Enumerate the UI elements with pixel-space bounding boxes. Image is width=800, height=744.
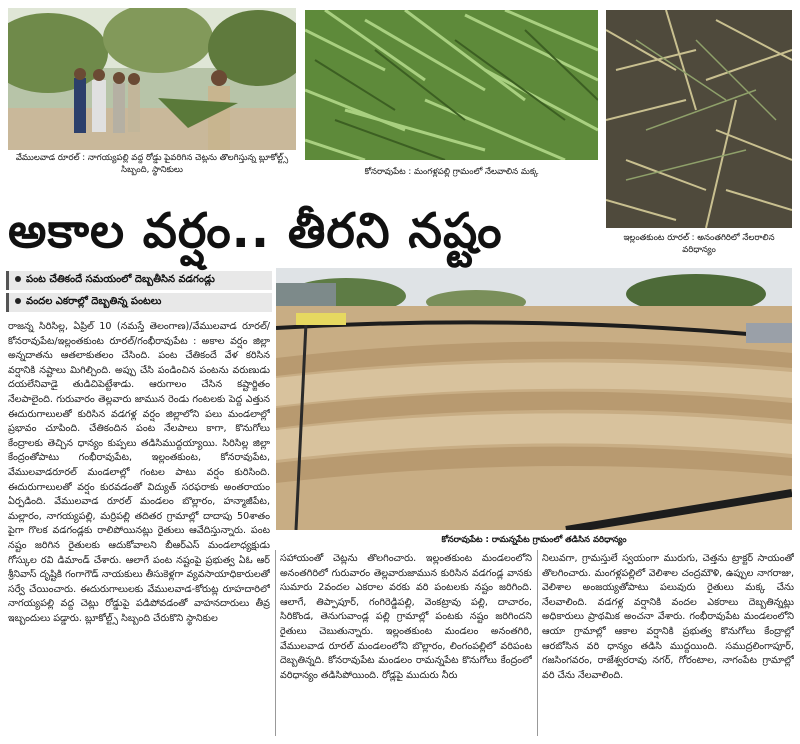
column-divider: [537, 550, 538, 736]
photo-fallen-paddy: [606, 10, 792, 228]
caption-main-photo: కోనరావుపేట : రామన్నపేట గ్రామంలో తడిసిన వరిధాన్యం: [441, 535, 627, 545]
highlight-bullet: [6, 293, 272, 312]
highlight-bullet-text: పంట చేతికందే సమయంలో దెబ్బతీసిన వడగండ్లు: [26, 274, 215, 285]
highlight-bullet-text: వందల ఎకరాల్లో దెబ్బతిన్న పంటలు: [26, 296, 162, 307]
article-column-2: [280, 552, 532, 736]
caption-top-left: వేములవాడ రూరల్‌ : నాగయ్యపల్లి వద్ద రోడ్డు పైవరిగిన చెట్లను తొలగిస్తున్న బ్లూకోల్ట్స్‌ సిబ్బంది, స్థానికులు: [15, 153, 289, 175]
bullet-dot-icon: [15, 276, 21, 282]
photo-wet-paddy-heaps: [276, 268, 792, 530]
photo-flattened-maize: [305, 10, 598, 160]
highlight-bullet: [6, 271, 272, 290]
article-column-1: [8, 320, 270, 736]
headline: అకాల వర్షం.. తీరని నష్టం: [8, 203, 503, 259]
article-column-3: [542, 552, 794, 736]
caption-top-right: ఇల్లంతకుంట రూరల్‌ : అనంతగిరిలో నేలరాలిన వరిధాన్యం: [623, 233, 775, 255]
caption-top-middle: కోనరావుపేట : మంగళ్లపల్లి గ్రామంలో నేలవాలిన మక్క: [364, 167, 539, 177]
article-text: సహాయంతో చెట్లను తొలగించారు. ఇల్లంతకుంట మండలంలోని అనంతగిరిలో గురువారం తెల్లవారుజామున కురిసిన వడగండ్ల వానకు సుమారు 2వందల ఎకరాల వరకు వరి పంటలకు నష్టం జరిగింది. ఆలాగే, తిప్పాపూర్‌, గంగిరెడ్డిపల్లి, వెంకట్రావు పల్లి, దాచారం, సిరికొండ, తెనుగువాండ్ల పల్లి గ్రామాల్లో పంటకు నష్టం జరిగిందని రైతులు చెబుతున్నారు. ఇల్లంతకుంట మండలం అనంతగిరి, వేములవాడ రూరల్‌ మండలంలోని బొల్లారం, లింగంపల్లిలో వరిపంట దెబ్బతిన్నది. కోనరావుపేట మండలం రామన్నపేట కొనుగోలు కేంద్రంలో వరిధాన్యం తడిసిపోయింది. రోడ్లపై ముదురు నీరు: [280, 553, 532, 681]
photo-road-clearing: [8, 8, 296, 150]
article-text: నిలువగా, గ్రామస్తులే స్వయంగా మురుగు, చెత్తను ట్రాక్టర్‌ సాయంతో తొలగించారు. మంగళ్లపల్లిలో వెలిశాల చంద్రమౌళి, ఉప్పుల నాగరాజు, వెలిశాల అంజయ్యతోపాటు పలువురు రైతులు మక్క చేను నేలవాలింది. వడగళ్ల వర్షానికి వందల ఎకరాలు దెబ్బతిన్నట్లు అధికారులు ప్రాథమిక అంచనా వేశారు. గంభీరావుపేట మండలంలోని ఆయా గ్రామాల్లో ఆకాల వర్షానికి ప్రభుత్వ కొనుగోలు కేంద్రాల్లో ఆరబోసిన వరి ధాన్యం తడిసి ముద్దయింది. సముద్రలింగాపూర్‌, గజసింగవరం, రాజేశ్వరరావు నగర్‌, గోరంటాల, నాగంపేట గ్రామాల్లో వరి చేను నేలవాలింది.: [542, 553, 794, 681]
bullet-dot-icon: [15, 298, 21, 304]
column-divider: [275, 550, 276, 736]
article-text: రాజన్న సిరిసిల్ల, ఏప్రిల్‌ 10 (నమస్తే తెలంగాణ)/వేములవాడ రూరల్‌/కోనరావుపేట/ఇల్లంతకుంట రూరల్‌/గంభీరావుపేట : అకాల వర్షం జిల్లా అన్నదాతను ఆతలాకుతలం చేసింది. పంట చేతికందే వేళ కరిసిన వర్షానికి నష్టాలు మిగిల్చింది. అప్పు చేసి పండించిన పంటను వరుణుడు దయలేనివాడై తుడిచిపెట్టేశాడు. ఆరుగాలం చేసిన కష్టార్జితం నేలపాలైంది. గురువారం తెల్లవారు జామున రెండు గంటలకు పెద్ద ఎత్తున ఈదురుగాలులతో కురిసిన వడగళ్ల వర్షం జిల్లాలోని పలు మండలాల్లో ప్రభావం చూపింది. చేతికందిన పంట నేలపాలు కాగా, కొనుగోలు కేంద్రాలకు తెచ్చిన ధాన్యం కుప్పలు తడిసిముద్దయ్యాయి. సిరిసిల్ల జిల్లా కేంద్రంతోపాటు గంభీరావుపేట, ఇల్లంతకుంట, కోనరావుపేట, వేములవాడరూరల్‌ మండలాల్లో గంటల పాటు వర్షం కురిసింది. ఈదురుగాలులతో వర్షం కురవడంతో విద్యుత్‌ సరఫరాకు అంతరాయం ఏర్పడింది. వేములవాడ రూరల్‌ మండలం బొల్లారం, హన్మాజీపేట, మల్లారం, నాగయ్యపల్లి, మర్రిపల్లి తదితర గ్రామాల్లో దాదాపు 50శాతం పైగా గొలక వడగండ్లకు రాలిపోయినట్లు రైతులు ఆవేదిస్తున్నారు. పంట నష్టం జరిగిన రైతులకు ఆదుకోవాలని బీఆర్‌ఎస్‌ మండలాధ్యక్షుడు గోస్కుల రవి డిమాండ్‌ చేశారు. ఆలాగే పంట నష్టంపై ప్రభుత్వ ఏఓ ఆర్‌ శ్రీనివాస్‌ దృష్టికి గంగాగౌడ్‌ నాయకులు తీసుకెళ్లగా వ్యవసాయాధికారులతో సర్వే చేయించారు. ఈదురుగాలులకు వేములవాడ-కోరుట్ల రూహదారిలో నాగయ్యపల్లి వద్ద చెట్లు రోడ్డుపై పడిపోవడంతో వాహనదారులు తీవ్ర ఇబ్బందులు పడ్డారు. బ్లూకోల్ట్స్‌ సిబ్బంది చేరుకొని స్థానికుల: [8, 321, 270, 624]
highlight-bullets: [6, 271, 272, 315]
